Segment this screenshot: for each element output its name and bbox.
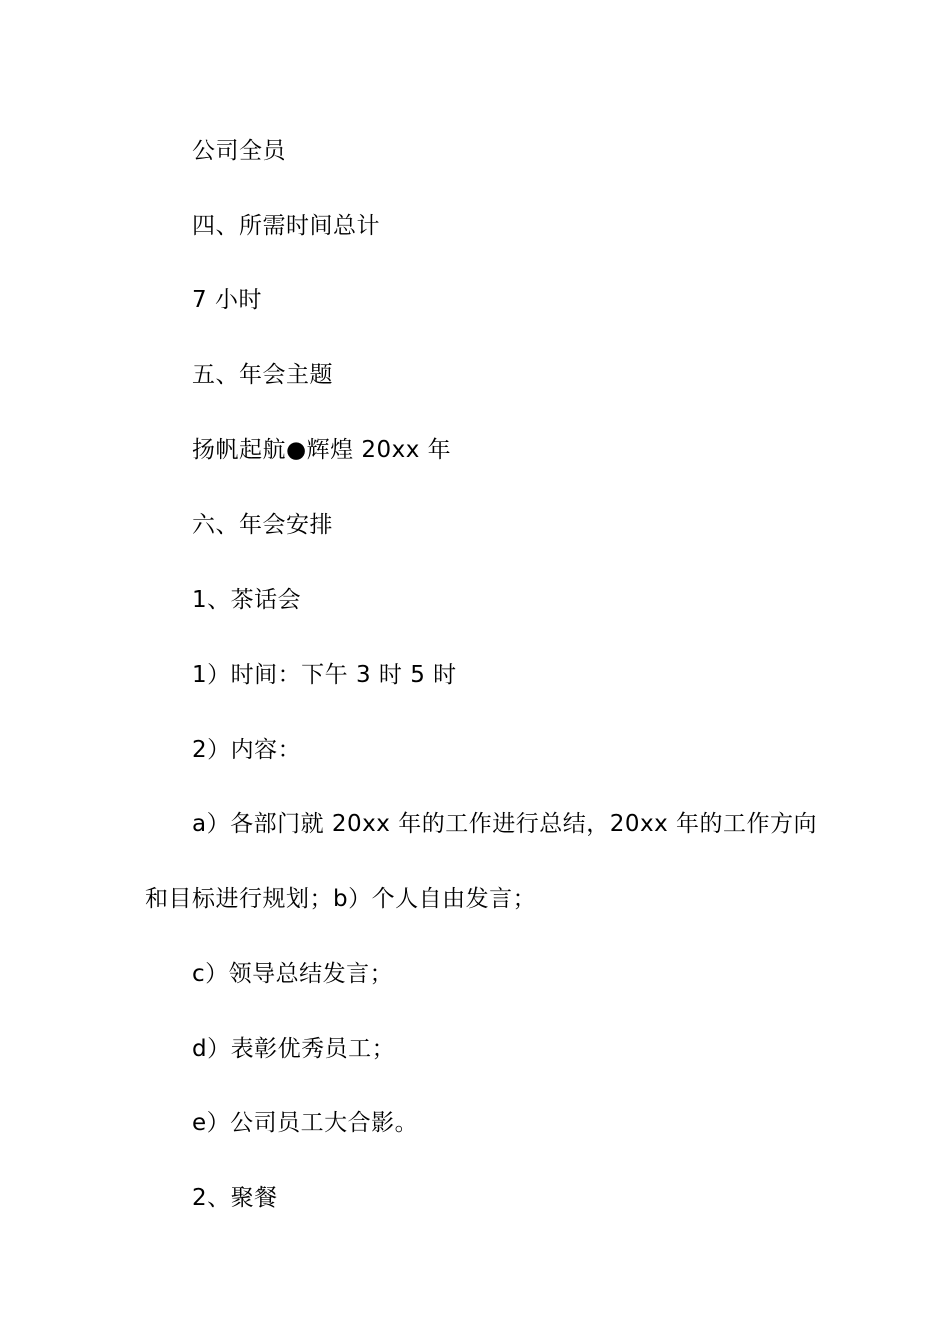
content-item-a: a）各部门就 20xx 年的工作进行总结，20xx 年的工作方向	[192, 811, 818, 837]
section-heading-total-time: 四、所需时间总计	[192, 213, 380, 239]
content-item-e: e）公司员工大合影。	[192, 1110, 419, 1136]
theme-text: 扬帆起航●辉煌 20xx 年	[192, 437, 452, 463]
tea-party-content-label: 2）内容：	[192, 737, 302, 763]
section-heading-arrangement: 六、年会安排	[192, 512, 333, 538]
content-item-a-continued: 和目标进行规划；b）个人自由发言；	[145, 886, 537, 912]
subheading-dinner: 2、聚餐	[192, 1185, 278, 1211]
total-time-text: 7 小时	[192, 287, 262, 313]
subheading-tea-party: 1、茶话会	[192, 587, 302, 613]
attendees-text: 公司全员	[192, 138, 286, 164]
tea-party-time: 1）时间：下午 3 时 5 时	[192, 662, 457, 688]
section-heading-theme: 五、年会主题	[192, 362, 333, 388]
content-item-d: d）表彰优秀员工；	[192, 1036, 396, 1062]
content-item-c: c）领导总结发言；	[192, 961, 394, 987]
